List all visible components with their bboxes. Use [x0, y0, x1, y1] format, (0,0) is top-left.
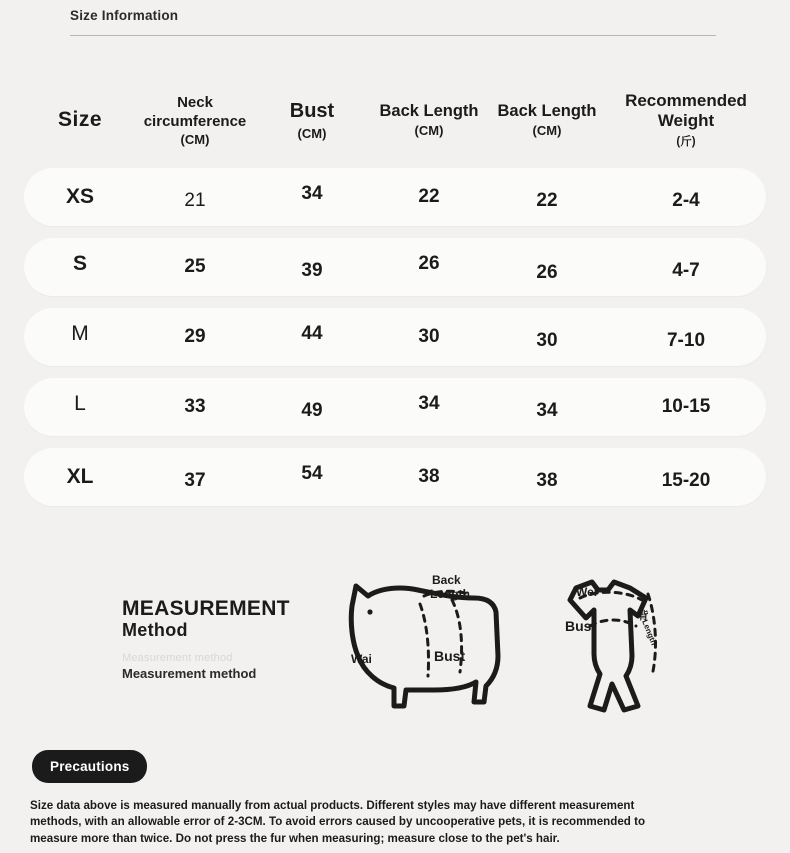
- cell-back-length-1: 26: [418, 253, 440, 274]
- measurement-ghost-text: Measurement method: [122, 651, 233, 664]
- precautions-line-3: measure more than twice. Do not press the fur when measuring; measure close to the pet's hair.: [30, 831, 560, 845]
- shirt-measurement-illustration: [520, 560, 700, 730]
- precautions-line-1: Size data above is measured manually from actual products. Different styles may have different measurement: [30, 799, 635, 812]
- shirt-back-en-label: Length: [640, 618, 659, 647]
- cell-size: XL: [66, 465, 94, 488]
- size-table: [24, 72, 766, 518]
- header-cell-back-length-2: Back Length (CM): [497, 102, 597, 138]
- cell-back-length-2: 30: [536, 330, 558, 351]
- cell-size: S: [72, 252, 87, 275]
- dog-measurement-illustration: [334, 560, 534, 730]
- cell-back-length-1: 22: [418, 186, 440, 207]
- cell-weight: 15-20: [661, 470, 711, 491]
- precautions-line-2: methods, with an allowable error of 2-3CM. To avoid errors caused by uncooperative pets, it is recommended to: [30, 815, 646, 829]
- cell-neck: 33: [184, 396, 206, 417]
- page-title: Size Information: [70, 8, 179, 23]
- table-row: [24, 238, 766, 296]
- header-divider: [70, 35, 716, 36]
- shirt-neck-label: Wei: [576, 585, 598, 599]
- size-information-header: [70, 8, 716, 36]
- header-cell-back-length-1: Back Length (CM): [379, 102, 479, 138]
- table-row: [24, 168, 766, 226]
- header-cell-recommended-weight: Recommended Weight (斤): [625, 90, 747, 149]
- cell-bust: 34: [301, 183, 323, 204]
- cell-back-length-1: 34: [418, 393, 440, 414]
- table-row: [24, 308, 766, 366]
- table-row: [24, 448, 766, 506]
- cell-neck: 29: [184, 326, 206, 347]
- cell-bust: 44: [301, 323, 323, 344]
- cell-size: XS: [65, 185, 94, 208]
- dog-back-length-label-line2: Length: [430, 587, 470, 601]
- cell-back-length-1: 30: [418, 326, 440, 347]
- precautions-text: [30, 798, 720, 847]
- cell-size: L: [74, 392, 86, 415]
- shirt-back-cn-label: 背: [638, 610, 649, 622]
- table-row: [24, 378, 766, 436]
- cell-size: M: [71, 322, 89, 345]
- header-cell-bust: Bust (CM): [289, 100, 335, 141]
- cell-neck: 25: [184, 256, 206, 277]
- measurement-title-line1: MEASUREMENT: [122, 597, 290, 620]
- cell-back-length-2: 22: [536, 190, 558, 211]
- cell-neck: 21: [184, 190, 206, 211]
- dog-waist-label: Wai: [351, 652, 372, 666]
- header-cell-neck: Neck circumference (CM): [143, 93, 247, 148]
- cell-weight: 7-10: [666, 330, 706, 351]
- measurement-subtitle: Measurement method: [122, 665, 257, 681]
- dog-back-length-label-line1: Back: [432, 573, 461, 587]
- cell-back-length-2: 38: [536, 470, 558, 491]
- cell-bust: 39: [301, 260, 323, 281]
- cell-bust: 49: [301, 400, 323, 421]
- dog-bust-label: Bust: [434, 648, 466, 664]
- cell-weight: 10-15: [661, 396, 711, 417]
- measurement-section: [0, 560, 790, 730]
- table-header-row: [24, 72, 766, 168]
- measurement-text-block: [122, 598, 342, 681]
- cell-neck: 37: [184, 470, 206, 491]
- shirt-outline-icon: [520, 560, 700, 730]
- measurement-title-line2: Method: [122, 620, 188, 641]
- header-cell-size: Size: [57, 108, 103, 131]
- cell-weight: 2-4: [672, 190, 700, 211]
- cell-weight: 4-7: [672, 260, 700, 281]
- cell-bust: 54: [301, 463, 323, 484]
- cell-back-length-2: 26: [536, 262, 558, 283]
- cell-back-length-1: 38: [418, 466, 440, 487]
- cell-back-length-2: 34: [536, 400, 558, 421]
- shirt-bust-label: Bust: [565, 618, 597, 634]
- precautions-badge: Precautions: [32, 750, 147, 783]
